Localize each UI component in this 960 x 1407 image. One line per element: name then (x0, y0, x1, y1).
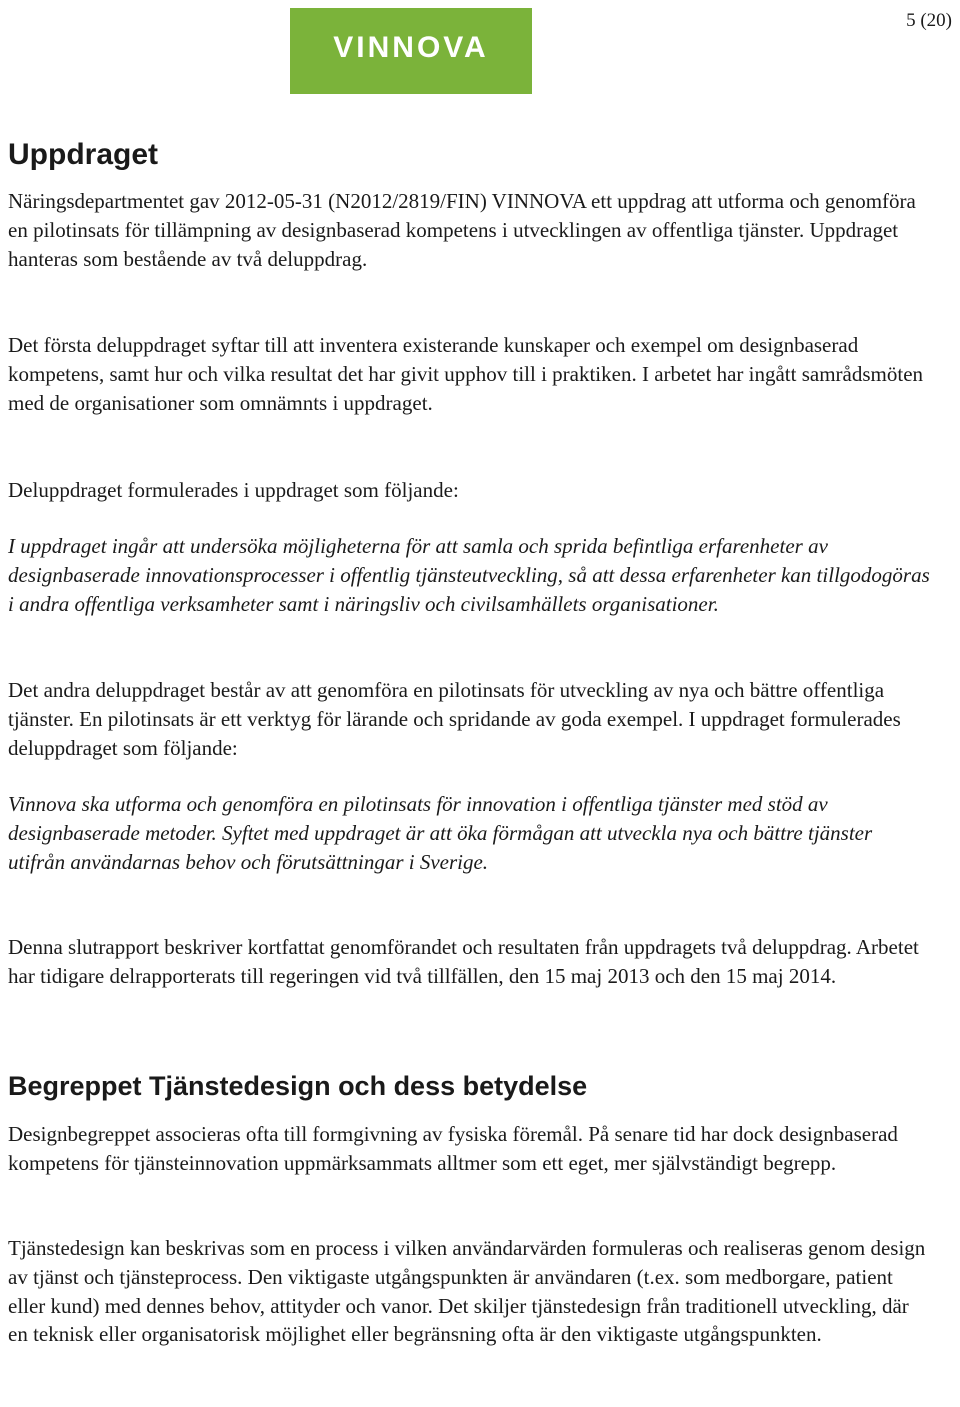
paragraph: Det första deluppdraget syftar till att inventera existerande kunskaper och exempel om designbaserad kompetens, samt hur och vilka resultat det har givit upphov till i praktiken. I arbetet har ingått samrådsmöten med de organisationer som omnämnts i uppdraget. (8, 333, 924, 415)
paragraph: Näringsdepartmentet gav 2012-05-31 (N2012/2819/FIN) VINNOVA ett uppdrag att utforma och genomföra en pilotinsats för tillämpning av designbaserad kompetens i utvecklingen av offentliga tjänster. Uppdraget hanteras som bestående av två deluppdrag. (8, 189, 916, 271)
paragraph: Designbegreppet associeras ofta till formgivning av fysiska föremål. På senare tid har dock designbaserad kompetens för tjänsteinnovation uppmärksammats alltmer som ett eget, mer självständigt begrepp. (8, 1122, 898, 1175)
logo-text: VINNOVA (333, 31, 489, 64)
section-heading-tjanstedesign: Begreppet Tjänstedesign och dess betydelse (8, 1071, 588, 1101)
section-heading-uppdraget: Uppdraget (8, 138, 158, 171)
vinnova-logo (290, 8, 532, 94)
paragraph: Deluppdraget formulerades i uppdraget som följande: (8, 478, 459, 502)
paragraph: Det andra deluppdraget består av att genomföra en pilotinsats för utveckling av nya och bättre offentliga tjänster. En pilotinsats är ett verktyg för lärande och spridande av goda exempel. I uppdraget formulerades deluppdraget som följande: (8, 678, 901, 760)
page-number: 5 (20) (906, 10, 952, 31)
paragraph: Denna slutrapport beskriver kortfattat genomförandet och resultaten från uppdragets två deluppdrag. Arbetet har tidigare delrapporterats till regeringen vid två tillfällen, den 15 maj 2013 och den 15 maj 2014. (8, 935, 919, 988)
quote-paragraph: Vinnova ska utforma och genomföra en pilotinsats för innovation i offentliga tjänster med stöd av designbaserade metoder. Syftet med uppdraget är att öka förmågan att utveckla nya och bättre tjänster utifrån användarnas behov och förutsättningar i Sverige. (8, 792, 873, 874)
quote-paragraph: I uppdraget ingår att undersöka möjligheterna för att samla och sprida befintliga erfarenheter av designbaserade innovationsprocesser i offentlig tjänsteutveckling, så att dessa erfarenheter kan tillgodogöras i andra offentliga verksamheter samt i näringsliv och civilsamhällets organisationer. (8, 534, 930, 616)
paragraph: Tjänstedesign kan beskrivas som en process i vilken användarvärden formuleras och realiseras genom design av tjänst och tjänsteprocess. Den viktigaste utgångspunkten är användaren (t.ex. som medborgare, patient eller kund) med dennes behov, attityder och vanor. Det skiljer tjänstedesign från traditionell utveckling, där en teknisk eller organisatorisk möjlighet eller begränsning ofta är den viktigaste utgångspunkten. (8, 1236, 926, 1347)
